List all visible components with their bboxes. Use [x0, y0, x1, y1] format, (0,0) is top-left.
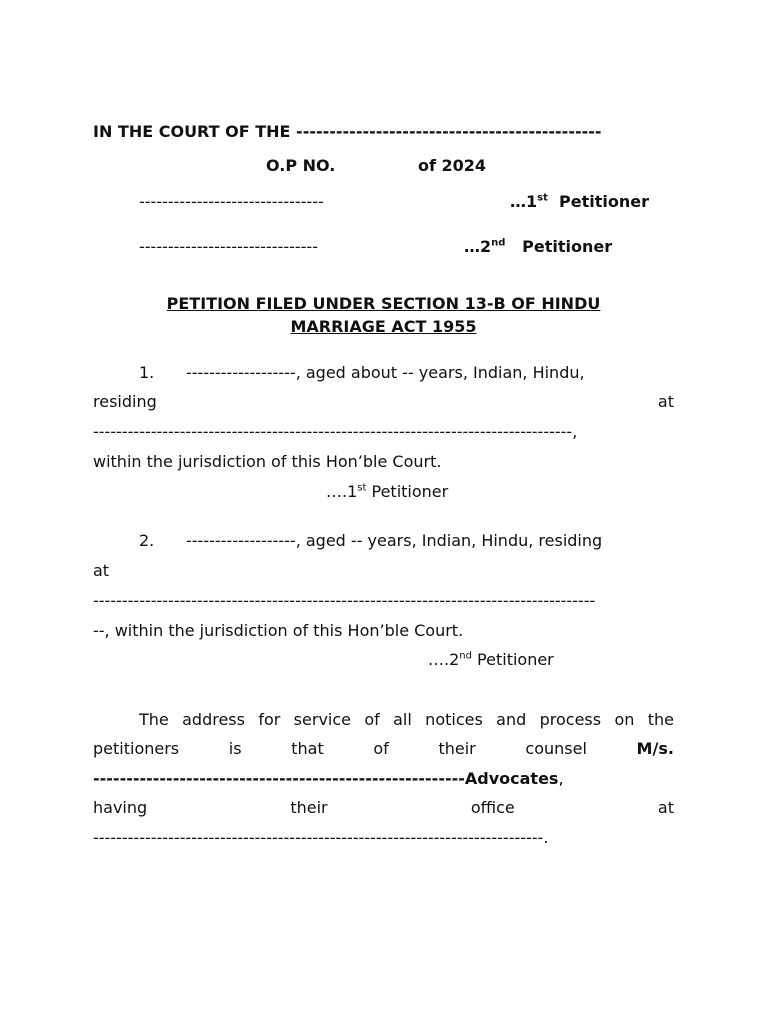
para3-word: having — [93, 798, 148, 817]
para3-counsel-ms: M/s. — [636, 739, 674, 758]
op-number-label: O.P NO. — [266, 156, 336, 175]
para2-line1: -------------------, aged -- years, Indian, Hindu, residing — [186, 531, 603, 550]
para3-comma: , — [558, 769, 564, 788]
para1-at: at — [657, 392, 674, 411]
para1-residing: residing — [93, 392, 157, 411]
para2-address-blank: --------------------------------------------------------------------------------------- — [93, 591, 596, 610]
para2-tag-prefix: ….2 — [428, 650, 460, 669]
petitioner2-label — [464, 237, 612, 257]
para3-line3 — [93, 769, 564, 789]
para3-line1: The address for service of all notices and process on the — [139, 710, 674, 729]
petition-title-line1: PETITION FILED UNDER SECTION 13-B OF HINDU — [166, 294, 601, 313]
para1-line2 — [93, 392, 674, 412]
petitioner1-name-blank: -------------------------------- — [139, 192, 324, 211]
para3-word: their — [438, 739, 476, 758]
para1-jurisdiction: within the jurisdiction of this Hon’ble Court. — [93, 452, 442, 471]
para1-line1: -------------------, aged about -- years, Indian, Hindu, — [186, 363, 585, 382]
petitioner1-prefix: …1 — [510, 192, 538, 211]
para2-tag-ordinal: nd — [459, 650, 472, 662]
para1-tag-prefix: ….1 — [326, 482, 358, 501]
para2-petitioner-tag — [428, 650, 554, 670]
para2-at: at — [93, 561, 110, 580]
court-heading: IN THE COURT OF THE ---------------------------------------------- — [93, 122, 602, 141]
para3-word: that — [291, 739, 324, 758]
para1-address-blank: -----------------------------------------------------------------------------------, — [93, 422, 578, 441]
para1-petitioner-tag — [326, 482, 448, 502]
para2-jurisdiction: --, within the jurisdiction of this Hon’ble Court. — [93, 621, 464, 640]
para3-advocates: Advocates — [464, 769, 559, 788]
para3-counsel-blank: -------------------------------------------------------- — [93, 769, 465, 788]
petition-title-line2: MARRIAGE ACT 1955 — [290, 317, 477, 336]
para3-word: petitioners — [93, 739, 180, 758]
para1-tag-ordinal: st — [357, 482, 367, 494]
petitioner1-role: Petitioner — [559, 192, 649, 211]
para3-line4 — [93, 798, 674, 818]
petitioner1-ordinal: st — [537, 192, 548, 204]
para3-word: of — [373, 739, 389, 758]
para3-line2 — [93, 739, 674, 759]
para2-number: 2. — [139, 531, 155, 550]
petitioner2-role: Petitioner — [522, 237, 613, 256]
para3-word: counsel — [525, 739, 587, 758]
para1-tag-role: Petitioner — [371, 482, 449, 501]
op-year: of 2024 — [418, 156, 487, 175]
para3-word: is — [228, 739, 242, 758]
para2-tag-role: Petitioner — [477, 650, 554, 669]
petitioner1-label — [510, 192, 649, 212]
para3-word: their — [290, 798, 328, 817]
para1-number: 1. — [139, 363, 155, 382]
petitioner2-prefix: …2 — [464, 237, 492, 256]
para3-word: office — [470, 798, 515, 817]
petitioner2-name-blank: ------------------------------- — [139, 237, 318, 256]
petitioner2-ordinal: nd — [491, 237, 506, 249]
para3-office-blank: ------------------------------------------------------------------------------. — [93, 828, 549, 847]
para3-word: at — [657, 798, 674, 817]
